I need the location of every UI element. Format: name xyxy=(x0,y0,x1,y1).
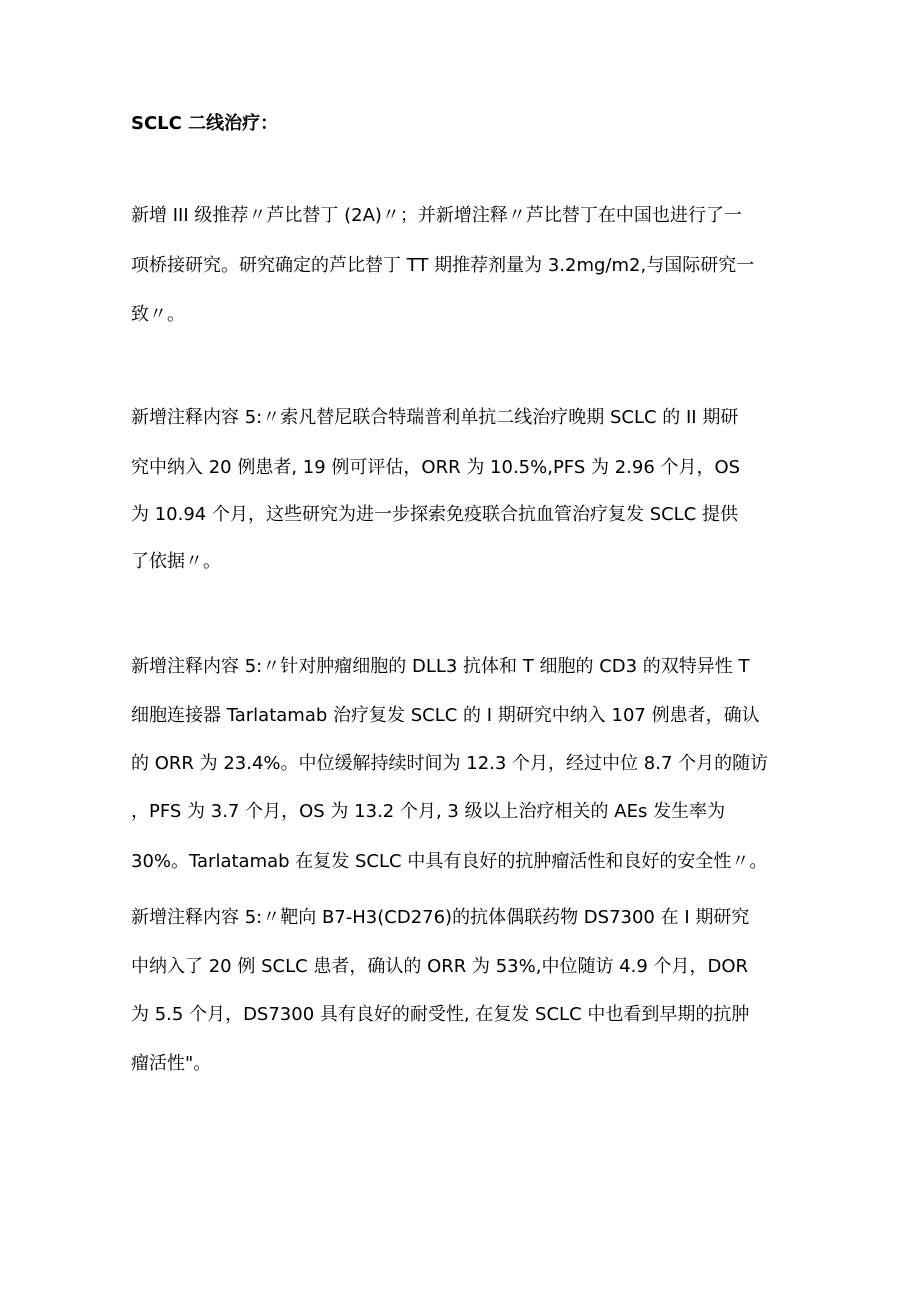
paragraph-line: 为 10.94 个月，这些研究为进一步探索免疫联合抗血管治疗复发 SCLC 提供 xyxy=(131,504,739,525)
paragraph-line: 新增注释内容 5:〃靶向 B7-H3(CD276)的抗体偶联药物 DS7300 在 I 期研究 xyxy=(131,907,750,928)
paragraph-line: 新增注释内容 5:〃索凡替尼联合特瑞普利单抗二线治疗晚期 SCLC 的 II 期研 xyxy=(131,407,739,428)
paragraph-line: 新增 III 级推荐〃芦比替丁 (2A)〃；并新增注释〃芦比替丁在中国也进行了一 xyxy=(131,205,742,226)
paragraph-line: 的 ORR 为 23.4%。中位缓解持续时间为 12.3 个月，经过中位 8.7 个月的随访 xyxy=(131,753,769,774)
paragraph-line: ，PFS 为 3.7 个月，OS 为 13.2 个月, 3 级以上治疗相关的 AEs 发生率为 xyxy=(131,801,726,822)
paragraph-line: 致〃。 xyxy=(131,304,185,325)
paragraph-line: 新增注释内容 5:〃针对肿瘤细胞的 DLL3 抗体和 T 细胞的 CD3 的双特异性 T xyxy=(131,656,750,677)
paragraph-line: 30%。Tarlatamab 在复发 SCLC 中具有良好的抗肿瘤活性和良好的安全性〃。 xyxy=(131,851,768,872)
paragraph-line: 为 5.5 个月，DS7300 具有良好的耐受性, 在复发 SCLC 中也看到早期的抗肿 xyxy=(131,1004,750,1025)
paragraph-line: 项桥接研究。研究确定的芦比替丁 TT 期推荐剂量为 3.2mg/m2,与国际研究一 xyxy=(131,255,755,276)
paragraph-line: 细胞连接器 Tarlatamab 治疗复发 SCLC 的 I 期研究中纳入 107 例患者，确认 xyxy=(131,705,760,726)
paragraph-line: 了依据〃。 xyxy=(131,551,221,572)
section-heading: SCLC 二线治疗： xyxy=(131,113,279,134)
paragraph-line: 究中纳入 20 例患者, 19 例可评估，ORR 为 10.5%,PFS 为 2.96 个月，OS xyxy=(131,457,741,478)
paragraph-line: 中纳入了 20 例 SCLC 患者，确认的 ORR 为 53%,中位随访 4.9 个月，DOR xyxy=(131,956,749,977)
paragraph-line: 瘤活性"。 xyxy=(131,1053,212,1074)
